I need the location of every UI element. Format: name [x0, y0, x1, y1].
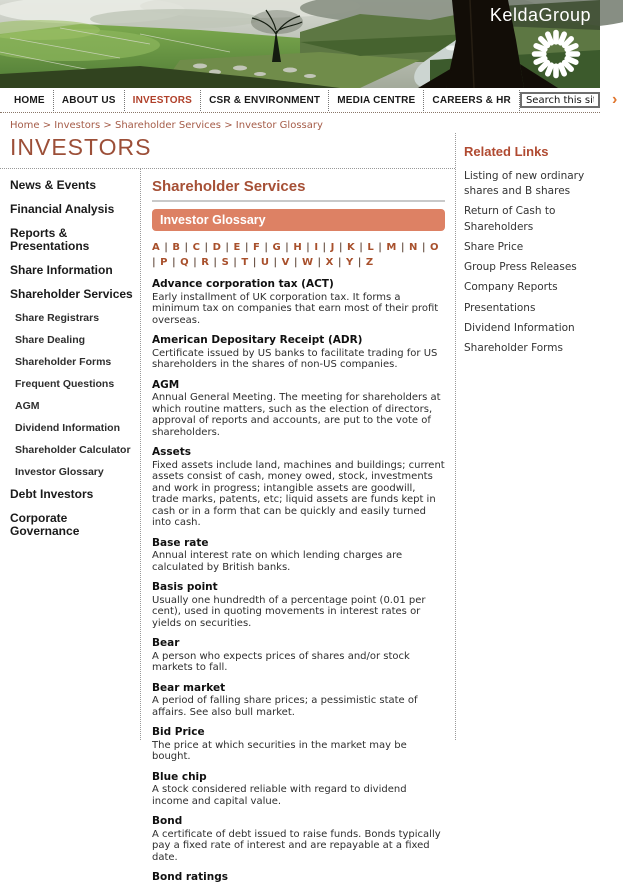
main-column [141, 169, 455, 883]
alphabet-letter[interactable]: H | [293, 242, 314, 253]
related-link[interactable]: Group Press Releases [464, 261, 577, 274]
glossary-term: Blue chip [152, 770, 207, 783]
alphabet-letter[interactable]: M | [386, 242, 409, 253]
glossary-entry [152, 446, 445, 529]
alphabet-letter[interactable]: N | [409, 242, 430, 253]
sidebar-item[interactable]: Dividend Information [15, 421, 120, 434]
search-input[interactable] [520, 92, 600, 108]
glossary-entry [152, 379, 445, 439]
related-link[interactable]: Dividend Information [464, 321, 575, 334]
alphabet-letter[interactable]: X | [326, 257, 346, 268]
page-title: INVESTORS [0, 133, 455, 169]
alphabet-letter[interactable]: A | [152, 242, 172, 253]
related-links-title: Related Links [464, 144, 549, 159]
glossary-term: Advance corporation tax (ACT) [152, 278, 334, 290]
related-link[interactable]: Shareholder Forms [464, 341, 563, 354]
glossary-entries [152, 278, 445, 884]
sidebar-item[interactable]: Debt Investors [10, 486, 94, 501]
glossary-term: AGM [152, 378, 180, 391]
nav-items [6, 90, 520, 111]
sidebar-item[interactable]: Financial Analysis [10, 201, 115, 216]
glossary-definition: Usually one hundredth of a percentage point (0.01 per cent), used in quoting movements in interest rates or yields on securities. [152, 594, 426, 629]
glossary-definition: Certificate issued by US banks to facilitate trading for US shareholders in the shares of non-US companies. [152, 347, 438, 370]
sidebar-item[interactable]: Share Information [10, 263, 113, 278]
related-link[interactable]: Company Reports [464, 281, 558, 294]
sidebar-item[interactable]: Share Registrars [15, 311, 100, 324]
search-go-icon[interactable]: › [611, 91, 618, 108]
columns [0, 169, 455, 883]
nav-item[interactable]: INVESTORS [125, 90, 201, 111]
breadcrumb-item[interactable]: Investors > [54, 120, 115, 131]
glossary-definition: A period of falling share prices; a pessimistic state of affairs. See also bull market. [152, 695, 418, 718]
related-link[interactable]: Listing of new ordinary shares and B shares [464, 170, 585, 198]
nav-item[interactable]: HOME [6, 90, 54, 111]
glossary-term: Bond ratings [152, 871, 228, 883]
glossary-term: American Depositary Receipt (ADR) [152, 334, 363, 346]
alphabet-letter[interactable]: S | [222, 257, 242, 268]
alphabet-letter[interactable]: D | [213, 242, 234, 253]
sidebar [0, 169, 141, 740]
search-area [520, 92, 623, 108]
sidebar-item[interactable]: News & Events [10, 178, 97, 192]
alphabet-letter[interactable]: W | [302, 257, 326, 268]
glossary-entry [152, 815, 445, 863]
sidebar-item[interactable]: AGM [15, 399, 40, 412]
breadcrumb [0, 113, 600, 133]
breadcrumb-item[interactable]: Home > [10, 120, 54, 131]
glossary-definition: Annual interest rate on which lending charges are calculated by British banks. [152, 550, 403, 573]
sidebar-item[interactable]: Shareholder Forms [15, 355, 112, 368]
glossary-entry [152, 537, 445, 574]
alphabet-letter[interactable]: U | [261, 257, 282, 268]
glossary-banner: Investor Glossary [152, 209, 445, 231]
alphabet-letter[interactable]: J | [331, 242, 347, 253]
sidebar-item[interactable]: Corporate Governance [10, 510, 80, 539]
glossary-entry [152, 334, 445, 371]
related-links-list [464, 169, 594, 356]
glossary-entry [152, 278, 445, 326]
kelda-flower-icon [528, 26, 584, 82]
related-link[interactable]: Presentations [464, 301, 536, 314]
sidebar-item[interactable]: Shareholder Calculator [15, 443, 131, 456]
breadcrumb-item[interactable]: Investor Glossary [235, 120, 323, 131]
alphabet-letter[interactable]: C | [193, 242, 213, 253]
alphabet-letter[interactable]: E | [234, 242, 253, 253]
alphabet-letter[interactable]: Z [365, 257, 374, 268]
sidebar-item[interactable]: Frequent Questions [15, 377, 115, 390]
glossary-entry [152, 682, 445, 719]
glossary-definition: A person who expects prices of shares and/or stock markets to fall. [152, 650, 410, 673]
sidebar-item[interactable]: Shareholder Services [10, 286, 133, 301]
glossary-entry [152, 726, 445, 763]
glossary-entry [152, 637, 445, 674]
section-title: Shareholder Services [152, 172, 445, 202]
alphabet-letter[interactable]: Y | [346, 257, 366, 268]
glossary-term: Assets [152, 446, 192, 458]
glossary-term: Basis point [152, 581, 218, 593]
alphabet-letter[interactable]: P | [160, 257, 180, 268]
alphabet-letter[interactable]: Q | [180, 257, 201, 268]
glossary-entry [152, 771, 445, 808]
glossary-definition: A stock considered reliable with regard to dividend income and capital value. [152, 784, 407, 807]
alphabet-letter[interactable]: V | [282, 257, 302, 268]
alphabet-nav [152, 240, 445, 270]
alphabet-letter[interactable]: F | [253, 242, 272, 253]
header-photo [0, 0, 600, 88]
kelda-logo-text: KeldaGroup [489, 5, 591, 25]
glossary-entry [152, 871, 445, 884]
sidebar-item[interactable]: Share Dealing [15, 333, 86, 346]
glossary-entry [152, 581, 445, 629]
glossary-definition: A certificate of debt issued to raise funds. Bonds typically pay a fixed rate of interest and are repayable at a fixed date. [152, 828, 441, 863]
nav-item[interactable]: MEDIA CENTRE [329, 90, 424, 111]
glossary-definition: Early installment of UK corporation tax. It forms a minimum tax on companies that earn most of their profit overseas. [152, 291, 439, 326]
alphabet-letter[interactable]: B | [172, 242, 192, 253]
glossary-definition: Annual General Meeting. The meeting for shareholders at which routine matters, such as the election of directors, approval of reports and accounts, are put to the vote of shareholders. [152, 392, 441, 438]
alphabet-letter[interactable]: R | [201, 257, 221, 268]
related-link[interactable]: Share Price [464, 240, 524, 253]
nav-bar [0, 88, 618, 113]
nav-item[interactable]: ABOUT US [54, 90, 125, 111]
alphabet-letter[interactable]: G | [272, 242, 293, 253]
alphabet-letter[interactable]: I | [314, 242, 330, 253]
nav-item[interactable]: CAREERS & HR [424, 90, 520, 111]
glossary-term: Base rate [152, 536, 209, 549]
glossary-term: Bear market [152, 681, 226, 694]
glossary-term: Bond [152, 815, 183, 827]
glossary-definition: The price at which securities in the market may be bought. [152, 739, 407, 762]
alphabet-letter[interactable]: O | [152, 242, 439, 268]
glossary-term: Bear [152, 637, 180, 649]
related-link[interactable]: Return of Cash to Shareholders [464, 205, 556, 233]
glossary-term: Bid Price [152, 726, 205, 738]
alphabet-letter[interactable]: K | [347, 242, 367, 253]
alphabet-letter[interactable]: L | [367, 242, 386, 253]
sidebar-item[interactable]: Reports & Presentations [10, 225, 90, 254]
alphabet-letter[interactable]: T | [241, 257, 260, 268]
related-links-panel [455, 133, 600, 740]
nav-item[interactable]: CSR & ENVIRONMENT [201, 90, 329, 111]
glossary-definition: Fixed assets include land, machines and buildings; current assets consist of cash, money owed, stock, investments and work in progress; intangible assets are goodwill, trade marks, patents, etc; liquid assets are funds kept in cash or in a form that can be quickly and easily turned into cash. [152, 459, 445, 528]
sidebar-item[interactable]: Investor Glossary [15, 465, 104, 478]
content-area [0, 133, 600, 883]
breadcrumb-item[interactable]: Shareholder Services > [115, 120, 236, 131]
left-block [0, 133, 455, 883]
